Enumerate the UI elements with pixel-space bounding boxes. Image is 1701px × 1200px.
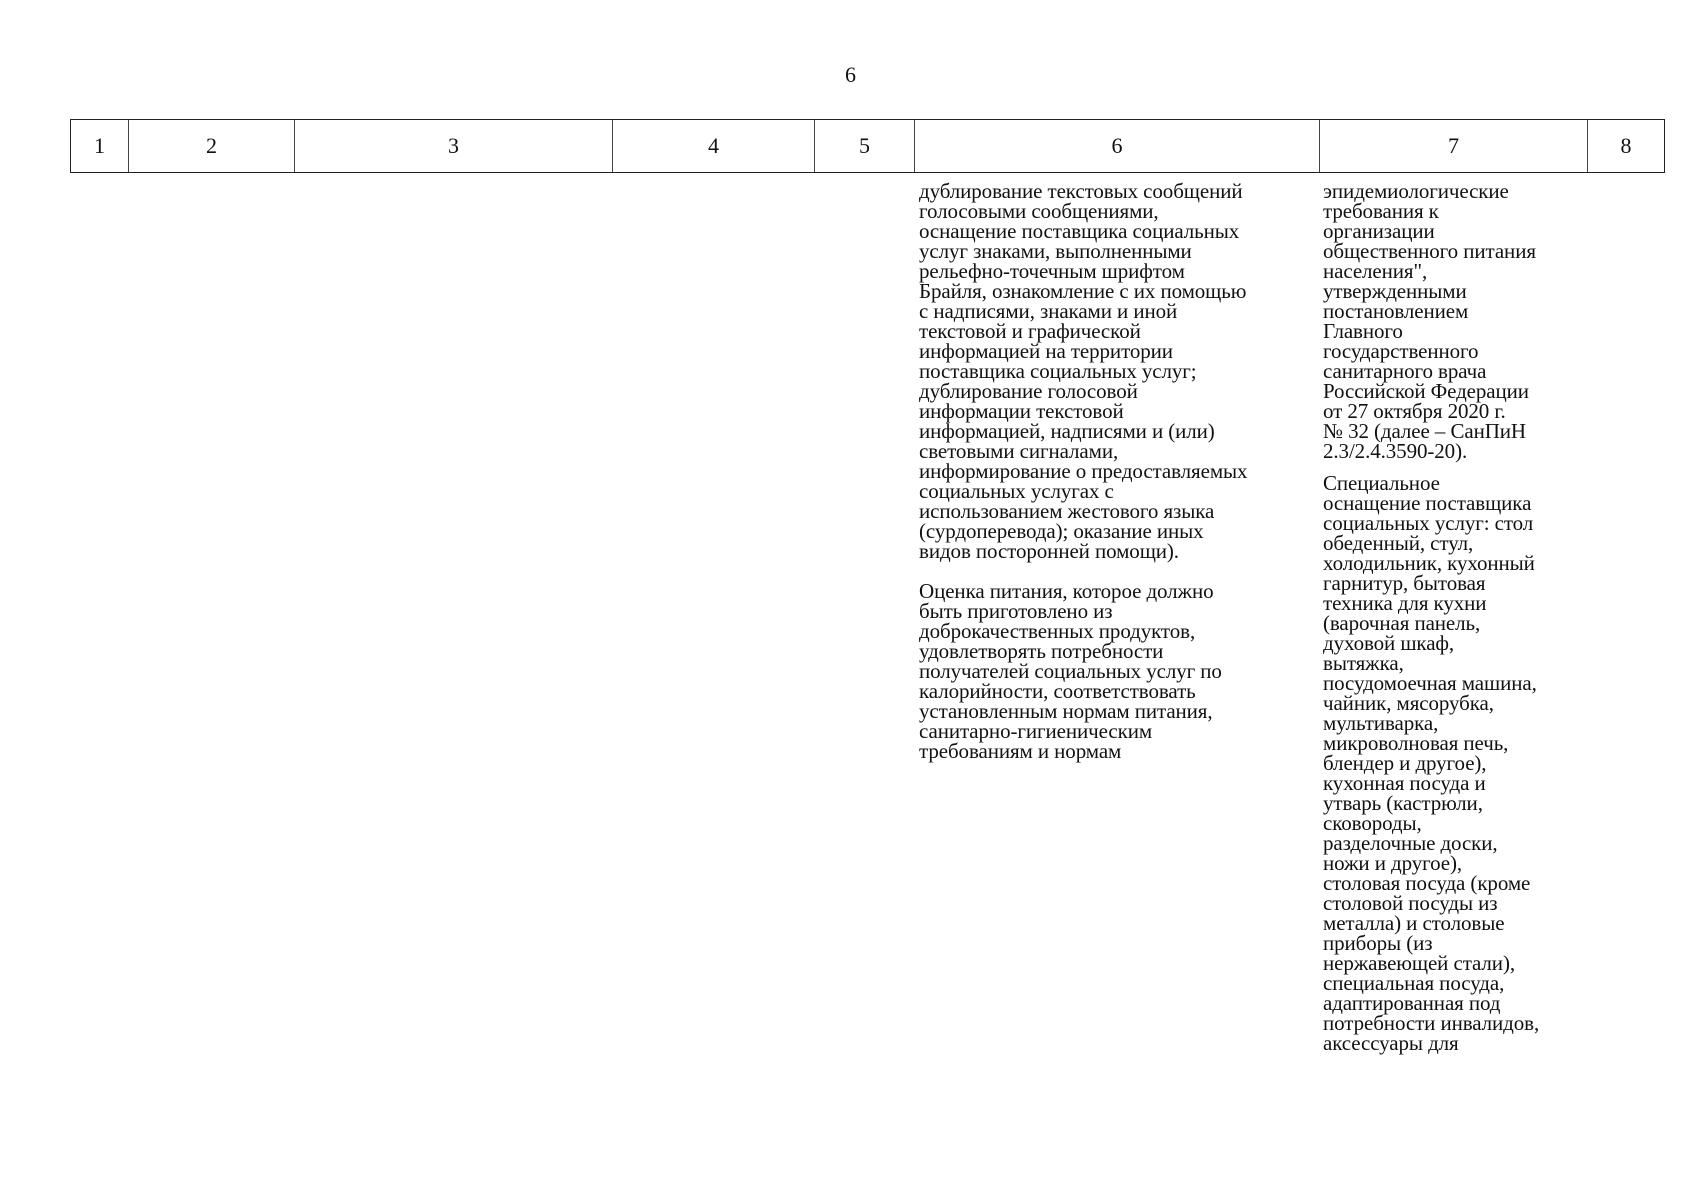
text-line: Главного — [1323, 319, 1403, 343]
text-line: санитарно-гигиеническим — [919, 719, 1153, 743]
text-line: населения", — [1323, 259, 1428, 283]
text-line: Брайля, ознакомление с их помощью — [919, 279, 1247, 303]
text-line: духовой шкаф, — [1323, 631, 1455, 655]
text-line: требования к — [1323, 199, 1439, 223]
header-cell-5: 5 — [815, 120, 915, 172]
text-line: калорийности, соответствовать — [919, 679, 1196, 703]
text-line: организации — [1323, 219, 1435, 243]
text-line: световыми сигналами, — [919, 439, 1119, 463]
text-line: информацией, надписями и (или) — [919, 419, 1215, 443]
text-line: требованиям и нормам — [919, 739, 1122, 763]
text-line: Оценка питания, которое должно — [919, 579, 1214, 603]
text-line: посудомоечная машина, — [1323, 671, 1537, 695]
text-line: гарнитур, бытовая — [1323, 571, 1486, 595]
text-line: утвержденными — [1323, 279, 1467, 303]
header-cell-7: 7 — [1320, 120, 1588, 172]
text-line: обеденный, стул, — [1323, 531, 1474, 555]
header-cell-8: 8 — [1620, 133, 1632, 158]
text-line: дублирование текстовых сообщений — [919, 179, 1243, 203]
text-line: услуг знаками, выполненными — [919, 239, 1192, 263]
text-line: приборы (из — [1323, 931, 1433, 955]
text-line: информирование о предоставляемых — [919, 459, 1248, 483]
page-number: 6 — [845, 62, 856, 87]
text-line: постановлением — [1323, 299, 1469, 323]
text-line: разделочные доски, — [1323, 831, 1498, 855]
text-line: эпидемиологические — [1323, 179, 1509, 203]
text-line: 2.3/2.4.3590-20). — [1323, 439, 1468, 463]
text-line: информации текстовой — [919, 399, 1124, 423]
text-line: мультиварка, — [1323, 711, 1439, 735]
table-header-row — [70, 119, 1665, 173]
header-cell-2: 2 — [129, 120, 295, 172]
text-line: (варочная панель, — [1323, 611, 1481, 635]
text-line: потребности инвалидов, — [1323, 1011, 1540, 1035]
text-line: аксессуары для — [1323, 1031, 1459, 1055]
text-line: кухонная посуда и — [1323, 771, 1486, 795]
text-line: Специальное — [1323, 471, 1440, 495]
text-line: металла) и столовые — [1323, 911, 1505, 935]
text-line: поставщика социальных услуг; — [919, 359, 1197, 383]
text-line: социальных услугах с — [919, 479, 1114, 503]
text-line: доброкачественных продуктов, — [919, 619, 1196, 643]
column-7-paragraph-1 — [1323, 181, 1613, 461]
text-line: чайник, мясорубка, — [1323, 691, 1494, 715]
text-line: техника для кухни — [1323, 591, 1487, 615]
text-line: вытяжка, — [1323, 651, 1404, 675]
text-line: оснащение поставщика — [1323, 491, 1532, 515]
text-line: (сурдоперевода); оказание иных — [919, 519, 1204, 543]
header-cell-6: 6 — [915, 120, 1320, 172]
text-line: специальная посуда, — [1323, 971, 1505, 995]
column-6-paragraph-2 — [919, 581, 1319, 761]
text-line: получателей социальных услуг по — [919, 659, 1222, 683]
text-line: сковороды, — [1323, 811, 1422, 835]
text-line: рельефно-точечным шрифтом — [919, 259, 1185, 283]
text-line: удовлетворять потребности — [919, 639, 1164, 663]
text-line: ножи и другое), — [1323, 851, 1463, 875]
text-line: оснащение поставщика социальных — [919, 219, 1240, 243]
header-cell-1: 1 — [71, 120, 129, 172]
text-line: Российской Федерации — [1323, 379, 1529, 403]
column-6-paragraph-1 — [919, 181, 1319, 561]
text-line: столовой посуды из — [1323, 891, 1498, 915]
column-7-text — [1323, 181, 1613, 1053]
text-line: использованием жестового языка — [919, 499, 1215, 523]
text-line: социальных услуг: стол — [1323, 511, 1534, 535]
text-line: видов посторонней помощи). — [919, 539, 1179, 563]
text-line: блендер и другое), — [1323, 751, 1487, 775]
text-line: информацией на территории — [919, 339, 1173, 363]
text-line: с надписями, знаками и иной — [919, 299, 1178, 323]
text-line: быть приготовлено из — [919, 599, 1113, 623]
text-line: утварь (кастрюли, — [1323, 791, 1483, 815]
text-line: санитарного врача — [1323, 359, 1487, 383]
text-line: дублирование голосовой — [919, 379, 1138, 403]
text-line: столовая посуда (кроме — [1323, 871, 1531, 895]
text-line: государственного — [1323, 339, 1479, 363]
text-line: голосовыми сообщениями, — [919, 199, 1159, 223]
text-line: № 32 (далее – СанПиН — [1323, 419, 1526, 443]
text-line: адаптированная под — [1323, 991, 1501, 1015]
text-line: холодильник, кухонный — [1323, 551, 1535, 575]
text-line: текстовой и графической — [919, 319, 1141, 343]
text-line: нержавеющей стали), — [1323, 951, 1515, 975]
column-7-paragraph-2 — [1323, 473, 1613, 1053]
header-cell-4: 4 — [613, 120, 815, 172]
text-line: установленным нормам питания, — [919, 699, 1213, 723]
column-6-text — [919, 181, 1319, 761]
header-cell-3: 3 — [295, 120, 613, 172]
text-line: общественного питания — [1323, 239, 1536, 263]
text-line: от 27 октября 2020 г. — [1323, 399, 1506, 423]
text-line: микроволновая печь, — [1323, 731, 1509, 755]
